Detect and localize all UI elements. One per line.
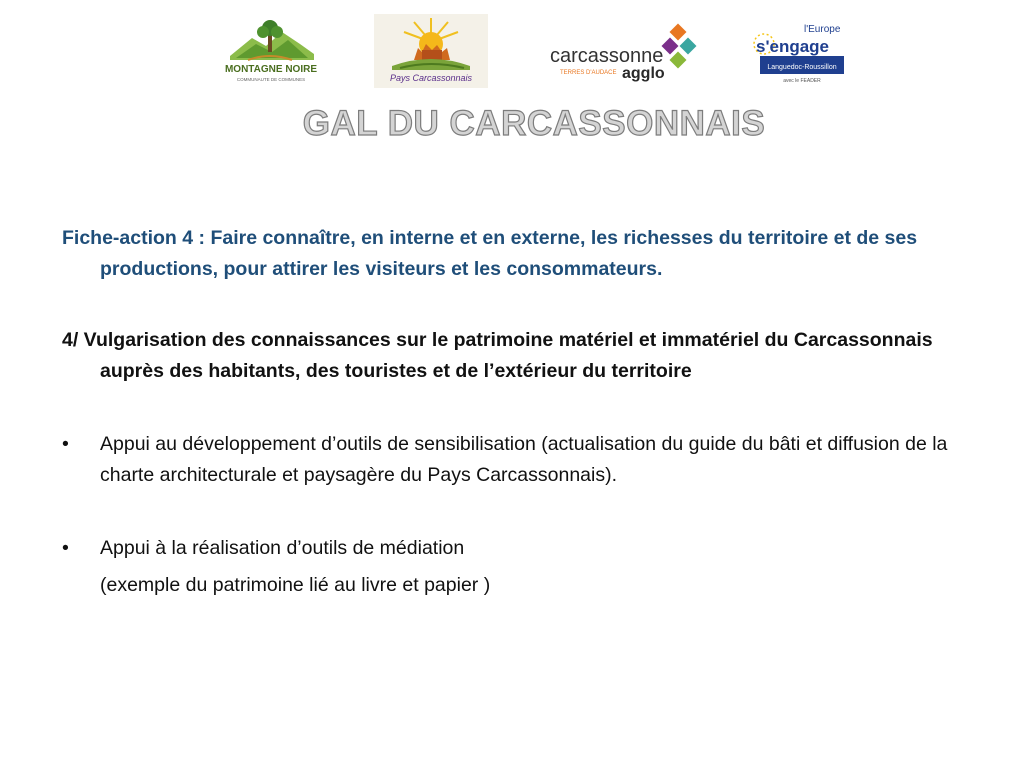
bullet-symbol: • [62,433,69,455]
montagne-noire-logo [222,14,320,86]
svg-text:MONTAGNE NOIRE: MONTAGNE NOIRE [224,64,318,75]
svg-text:s'engage: s'engage [756,37,830,56]
bullet-text: Appui au développement d’outils de sensibilisation (actualisation du guide du bâti et diffusion de la charte architecturale et paysagère du Pays Carcassonnais). [100,433,948,486]
svg-text:agglo: agglo [622,65,665,82]
fiche-action-text: Fiche-action 4 : Faire connaître, en interne et en externe, les richesses du territoire et de ses productions, pour attirer les visiteurs et les consommateurs. [62,227,918,280]
svg-text:Pays Carcassonnais: Pays Carcassonnais [389,73,473,83]
bullet-symbol: • [62,537,69,559]
bullet-item [62,429,962,491]
europe-sengage-logo [750,20,846,86]
section-heading: 4/ Vulgarisation des connaissances sur le patrimoine matériel et immatériel du Carcassonnais auprès des habitants, des touristes et de l’extérieur du territoire [62,329,933,382]
partner-logos [0,0,1024,100]
slide-content [62,223,962,601]
svg-text:avec le FEADER: avec le FEADER [783,78,821,84]
page-title: GAL DU CARCASSONNAIS [302,104,766,143]
svg-text:COMMUNAUTE DE COMMUNES: COMMUNAUTE DE COMMUNES [236,77,306,82]
carcassonne-agglo-logo [546,22,704,84]
bullet-subtext: (exemple du patrimoine lié au livre et papier ) [100,574,491,596]
svg-text:TERRES D'AUDACE: TERRES D'AUDACE [560,70,617,76]
svg-text:Languedoc-Roussillon: Languedoc-Roussillon [767,64,837,71]
bullet-item [62,533,962,601]
bullet-text: Appui à la réalisation d’outils de médiation [100,537,465,559]
svg-text:l'Europe: l'Europe [804,24,841,35]
svg-text:carcassonne: carcassonne [550,45,664,67]
pays-carcassonnais-logo [374,14,488,88]
